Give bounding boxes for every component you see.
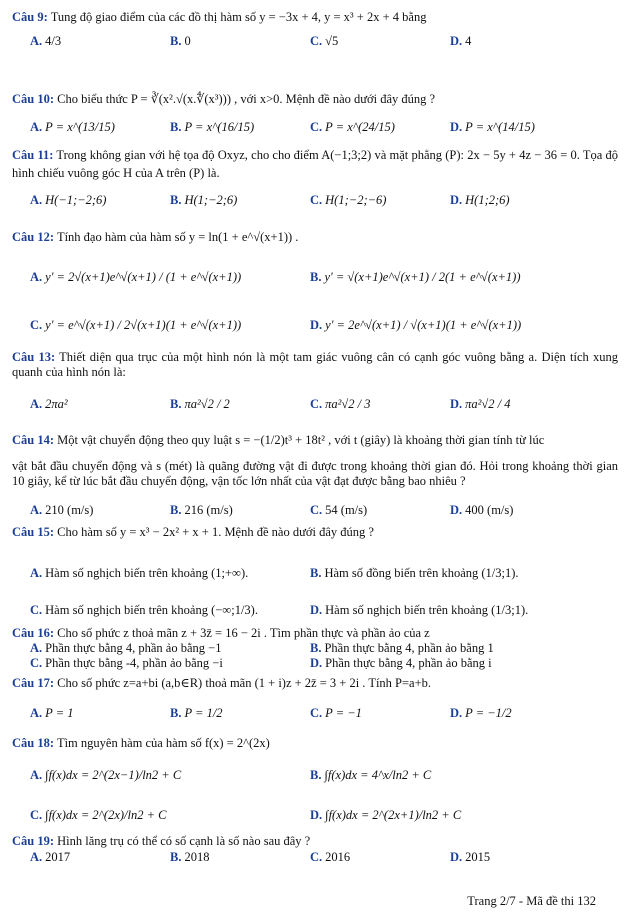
option-b[interactable]: B. Hàm số đồng biến trên khoảng (1/3;1). (310, 566, 519, 580)
question-number: Câu 11: (12, 148, 54, 162)
option-c[interactable]: C. P = −1 (310, 706, 362, 720)
question-number: Câu 12: (12, 230, 55, 244)
option-b[interactable]: B. 0 (170, 34, 191, 48)
question-text: Cho số phức z=a+bi (a,b∈R) thoả mãn (1 + i)z + 2z̄ = 3 + 2i . Tính P=a+b. (57, 676, 432, 690)
question-16 (12, 626, 618, 641)
question-number: Câu 15: (12, 525, 55, 539)
question-13-options (30, 397, 610, 417)
question-15 (12, 525, 618, 540)
option-b[interactable]: B. P = x^(16/15) (170, 120, 255, 134)
option-a[interactable]: A. 4/3 (30, 34, 62, 48)
option-c[interactable]: C. H(1;−2;−6) (310, 193, 387, 207)
question-17-options (30, 706, 610, 726)
option-a[interactable]: A. Hàm số nghịch biến trên khoảng (1;+∞). (30, 566, 249, 580)
question-number: Câu 17: (12, 676, 55, 690)
question-text: Tìm nguyên hàm của hàm số f(x) = 2^(2x) (56, 736, 270, 750)
option-d[interactable]: D. y' = 2e^√(x+1) / √(x+1)(1 + e^√(x+1)) (310, 318, 522, 332)
option-b[interactable]: B. 216 (m/s) (170, 503, 233, 517)
question-14 (12, 433, 618, 448)
option-b[interactable]: B. Phần thực bằng 4, phần ảo bằng 1 (310, 641, 494, 655)
question-15-options-ab (30, 566, 610, 586)
question-text: Hình lăng trụ có thể có số cạnh là số nào sau đây ? (57, 834, 311, 848)
option-b[interactable]: B. y' = √(x+1)e^√(x+1) / 2(1 + e^√(x+1)) (310, 270, 521, 284)
question-9-options (30, 34, 610, 64)
question-text: Cho biểu thức P = ∛(x².√(x.∜(x³))) , với x>0. Mệnh đề nào dưới đây đúng ? (57, 92, 436, 106)
question-17 (12, 676, 618, 691)
question-9 (12, 10, 618, 25)
question-number: Câu 13: (12, 350, 56, 364)
question-text: Trong không gian với hệ tọa độ Oxyz, cho cho điểm A(−1;3;2) và mặt phẳng (P): 2x − 5y + 4z − 36 = 0. Tọa độ hình chiếu vuông góc H của A trên (P) là. (12, 148, 618, 181)
question-18 (12, 736, 618, 751)
option-a[interactable]: A. 2πa² (30, 397, 68, 411)
question-number: Câu 18: (12, 736, 55, 750)
question-19 (12, 834, 618, 849)
option-a[interactable]: A. P = x^(13/15) (30, 120, 115, 134)
option-d[interactable]: D. P = x^(14/15) (450, 120, 535, 134)
option-d[interactable]: D. 4 (450, 34, 472, 48)
option-d[interactable]: D. Hàm số nghịch biến trên khoảng (1/3;1). (310, 603, 529, 617)
question-18-options-cd (30, 808, 610, 828)
question-16-options-cd (30, 656, 610, 672)
option-b[interactable]: B. P = 1/2 (170, 706, 223, 720)
option-c[interactable]: C. Phần thực bằng -4, phần ảo bằng −i (30, 656, 223, 670)
option-d[interactable]: D. Phần thực bằng 4, phần ảo bằng i (310, 656, 492, 670)
question-number: Câu 14: (12, 433, 55, 447)
option-b[interactable]: B. H(1;−2;6) (170, 193, 238, 207)
option-a[interactable]: A. ∫f(x)dx = 2^(2x−1)/ln2 + C (30, 768, 182, 782)
option-a[interactable]: A. P = 1 (30, 706, 74, 720)
option-a[interactable]: A. H(−1;−2;6) (30, 193, 107, 207)
option-c[interactable]: C. ∫f(x)dx = 2^(2x)/ln2 + C (30, 808, 167, 822)
question-text-line-2: vật bắt đầu chuyển động và s (mét) là quãng đường vật đi được trong khoảng thời gian đó. Hỏi trong khoảng thời gian 10 giây, kể từ lúc bắt đầu chuyển động, vận tốc lớn nhất của vật đạt được bằng bao nhiêu ? (12, 459, 618, 488)
question-11-options (30, 193, 610, 213)
question-10-options (30, 120, 610, 140)
question-14-options (30, 503, 610, 523)
question-10 (12, 92, 618, 107)
option-b[interactable]: B. πa²√2 / 2 (170, 397, 230, 411)
option-d[interactable]: D. 400 (m/s) (450, 503, 514, 517)
question-14-continued (12, 459, 618, 489)
question-number: Câu 9: (12, 10, 48, 24)
question-12-options-cd (30, 318, 610, 338)
option-d[interactable]: D. πa²√2 / 4 (450, 397, 511, 411)
question-16-options-ab (30, 641, 610, 657)
option-c[interactable]: C. P = x^(24/15) (310, 120, 395, 134)
question-13 (12, 350, 618, 380)
option-a[interactable]: A. 210 (m/s) (30, 503, 94, 517)
option-c[interactable]: C. y' = e^√(x+1) / 2√(x+1)(1 + e^√(x+1)) (30, 318, 242, 332)
option-b[interactable]: B. ∫f(x)dx = 4^x/ln2 + C (310, 768, 432, 782)
option-c[interactable]: C. 54 (m/s) (310, 503, 368, 517)
question-number: Câu 19: (12, 834, 55, 848)
question-number: Câu 10: (12, 92, 55, 106)
option-c[interactable]: C. 2016 (310, 850, 351, 864)
question-text: Tính đạo hàm của hàm số y = ln(1 + e^√(x+1)) . (56, 230, 299, 244)
page-footer: Trang 2/7 - Mã đề thi 132 (467, 894, 596, 908)
question-text: Thiết diện qua trục của một hình nón là một tam giác vuông cân có cạnh góc vuông bằng a. Diện tích xung quanh của hình nón là: (12, 350, 618, 379)
option-d[interactable]: D. H(1;2;6) (450, 193, 510, 207)
question-12-options-ab (30, 270, 610, 290)
option-d[interactable]: D. 2015 (450, 850, 491, 864)
question-19-options (30, 850, 610, 870)
option-b[interactable]: B. 2018 (170, 850, 210, 864)
question-text: Tung độ giao điểm của các đồ thị hàm số y = −3x + 4, y = x³ + 2x + 4 bằng (50, 10, 427, 24)
option-c[interactable]: C. Hàm số nghịch biến trên khoảng (−∞;1/3). (30, 603, 258, 617)
question-12 (12, 230, 618, 245)
question-text-line-1: Một vật chuyển động theo quy luật s = −(1/2)t³ + 18t² , với t (giây) là khoảng thời gian tính từ lúc (57, 433, 545, 447)
option-a[interactable]: A. 2017 (30, 850, 71, 864)
question-18-options-ab (30, 768, 610, 788)
option-c[interactable]: C. √5 (310, 34, 339, 48)
option-d[interactable]: D. ∫f(x)dx = 2^(2x+1)/ln2 + C (310, 808, 462, 822)
question-11 (12, 146, 618, 182)
question-15-options-cd (30, 603, 610, 623)
option-a[interactable]: A. Phần thực bằng 4, phần ảo bằng −1 (30, 641, 222, 655)
option-d[interactable]: D. P = −1/2 (450, 706, 512, 720)
question-text: Cho hàm số y = x³ − 2x² + x + 1. Mệnh đề nào dưới đây đúng ? (57, 525, 374, 539)
question-number: Câu 16: (12, 626, 55, 640)
question-text: Cho số phức z thoả mãn z + 3z̄ = 16 − 2i . Tìm phần thực và phần ảo của z (57, 626, 430, 640)
option-c[interactable]: C. πa²√2 / 3 (310, 397, 371, 411)
option-a[interactable]: A. y' = 2√(x+1)e^√(x+1) / (1 + e^√(x+1)) (30, 270, 242, 284)
